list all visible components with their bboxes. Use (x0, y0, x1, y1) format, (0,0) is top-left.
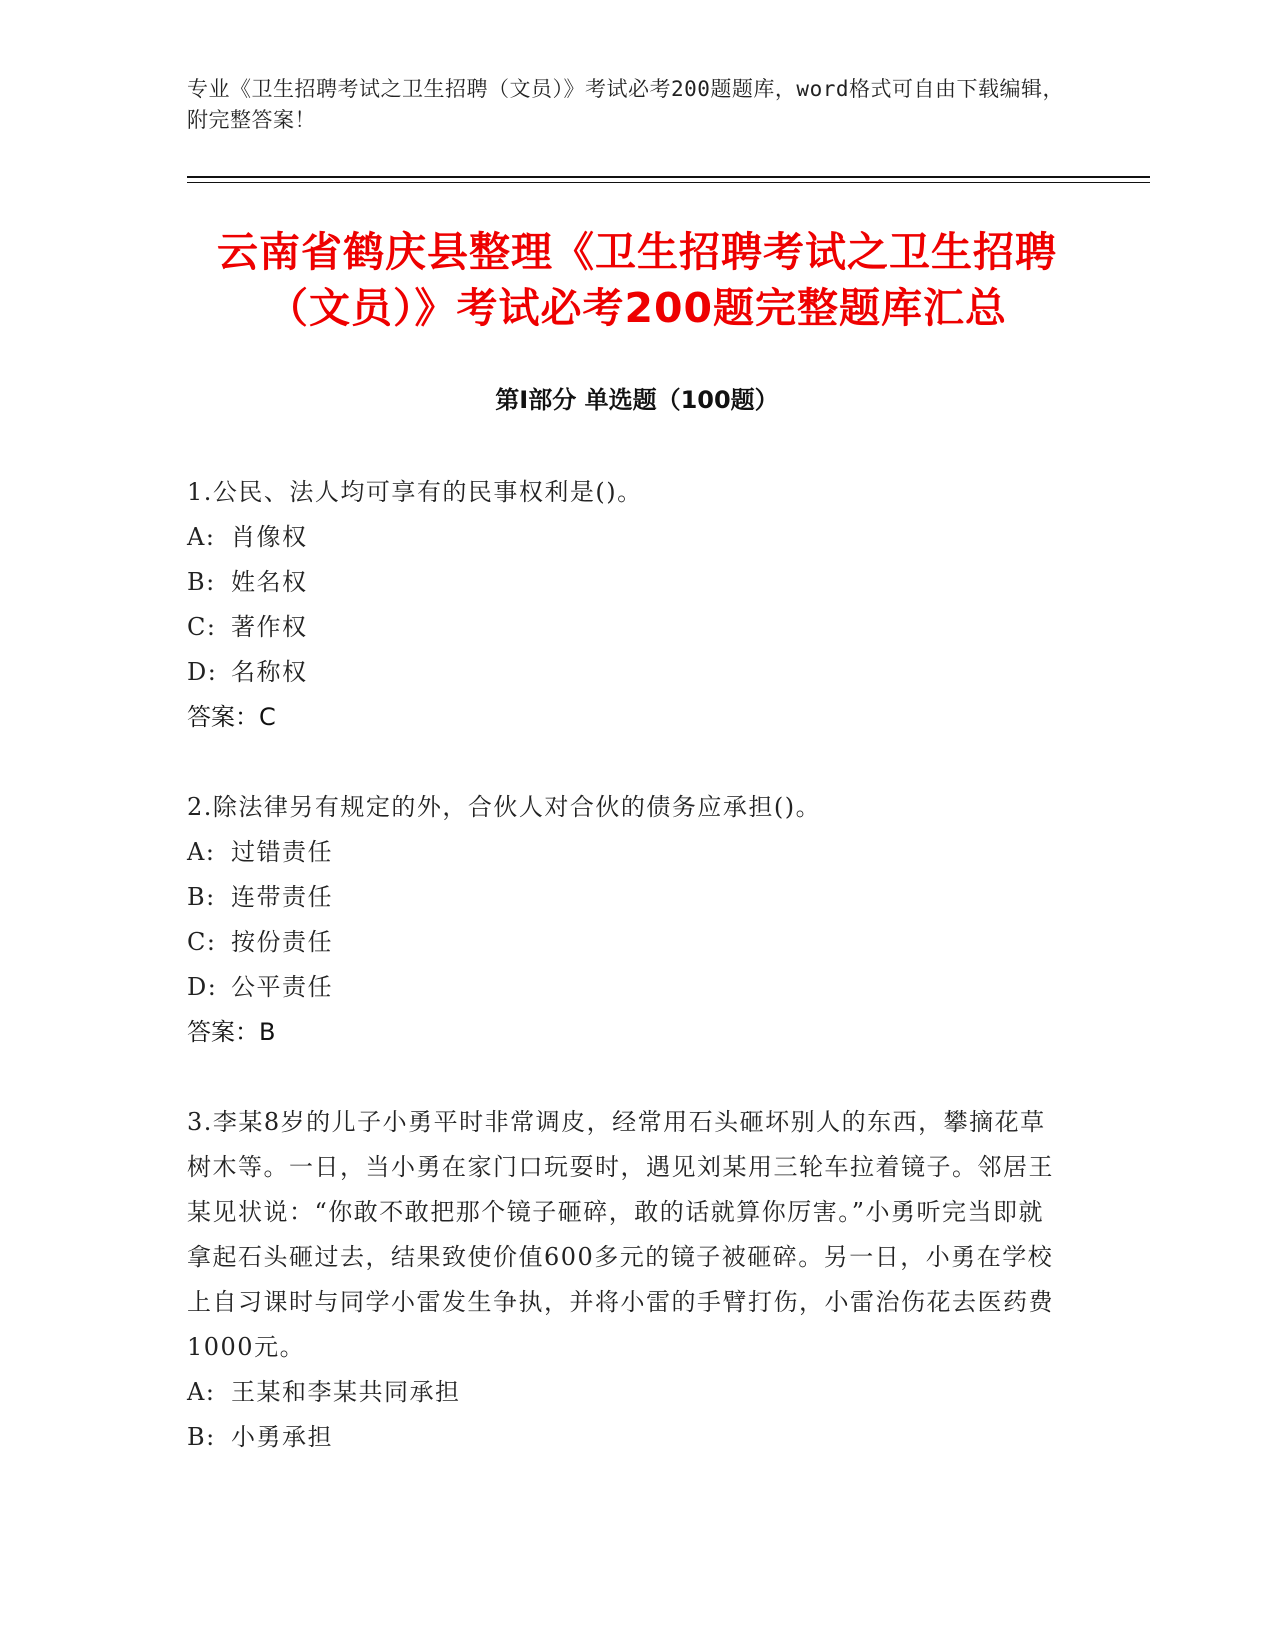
option-text: 王某和李某共同承担 (231, 1378, 461, 1406)
option-c (187, 605, 1067, 650)
answer-line: 答案：C (187, 703, 276, 731)
question-item (187, 470, 1067, 740)
option-text: 著作权 (231, 613, 308, 641)
question-item (187, 1100, 1067, 1460)
question-stem: 2.除法律另有规定的外，合伙人对合伙的债务应承担()。 (187, 793, 822, 821)
option-text: 姓名权 (231, 568, 308, 596)
document-title: 云南省鹤庆县整理《卫生招聘考试之卫生招聘（文员）》考试必考200题完整题库汇总 (217, 228, 1057, 332)
option-c (187, 920, 1067, 965)
option-text: 过错责任 (231, 838, 333, 866)
option-d (187, 650, 1067, 695)
option-text: 公平责任 (231, 973, 333, 1001)
option-text: 肖像权 (231, 523, 308, 551)
option-key: C: (187, 613, 217, 641)
header-note: 专业《卫生招聘考试之卫生招聘（文员）》考试必考200题题库，word格式可自由下载编辑，附完整答案！ (187, 77, 1064, 132)
option-key: D: (187, 658, 218, 686)
header-divider-thick (187, 176, 1150, 178)
option-text: 小勇承担 (231, 1423, 333, 1451)
option-key: D: (187, 973, 218, 1001)
option-text: 名称权 (231, 658, 308, 686)
option-b (187, 1415, 1067, 1460)
option-key: C: (187, 928, 217, 956)
option-key: A: (187, 523, 216, 551)
option-a (187, 830, 1067, 875)
section-title: 第Ⅰ部分 单选题（100题） (495, 386, 779, 414)
option-key: A: (187, 838, 216, 866)
option-key: B: (187, 883, 216, 911)
option-d (187, 965, 1067, 1010)
option-b (187, 560, 1067, 605)
option-key: A: (187, 1378, 216, 1406)
option-b (187, 875, 1067, 920)
option-key: B: (187, 568, 216, 596)
option-text: 连带责任 (231, 883, 333, 911)
header-divider-thin (187, 182, 1150, 183)
answer-line: 答案：B (187, 1018, 276, 1046)
option-a (187, 515, 1067, 560)
option-text: 按份责任 (231, 928, 333, 956)
question-item (187, 785, 1067, 1055)
question-stem: 3.李某8岁的儿子小勇平时非常调皮，经常用石头砸坏别人的东西，攀摘花草树木等。一日，当小勇在家门口玩耍时，遇见刘某用三轮车拉着镜子。邻居王某见状说：“你敢不敢把那个镜子砸碎，敢的话就算你厉害。”小勇听完当即就拿起石头砸过去，结果致使价值600多元的镜子被砸碎。另一日，小勇在学校上自习课时与同学小雷发生争执，并将小雷的手臂打伤，小雷治伤花去医药费1000元。 (187, 1108, 1054, 1361)
question-stem: 1.公民、法人均可享有的民事权利是()。 (187, 478, 643, 506)
option-key: B: (187, 1423, 216, 1451)
option-a (187, 1370, 1067, 1415)
